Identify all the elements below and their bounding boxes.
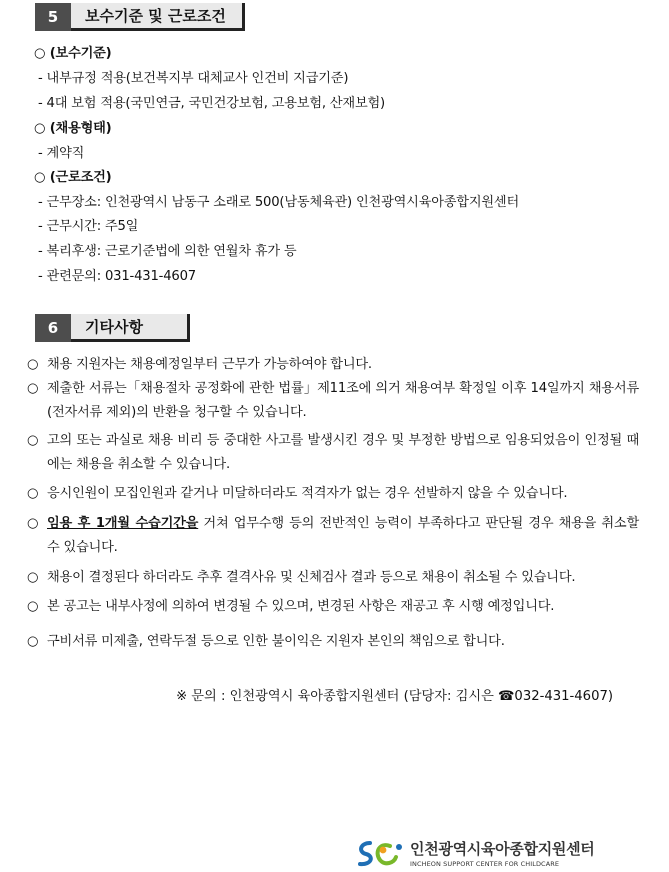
section-6-header bbox=[35, 314, 190, 342]
list-item: - 4대 보험 적용(국민연금, 국민건강보험, 고용보험, 산재보험) bbox=[38, 96, 385, 111]
group-heading: ○ (채용형태) bbox=[34, 121, 112, 136]
footer-logo bbox=[356, 838, 594, 868]
item-text-rest: 거쳐 업무수행 등의 전반적인 능력이 부족하다고 판단될 경우 채용을 취소할 수 있습니다. bbox=[47, 516, 640, 555]
section-title: 보수기준 및 근로조건 bbox=[71, 3, 245, 31]
logo-korean-name: 인천광역시육아종합지원센터 bbox=[410, 840, 595, 858]
item-text: 고의 또는 과실로 채용 비리 등 중대한 사고를 발생시킨 경우 및 부정한 방법으로 임용되었음이 인정될 때에는 채용을 취소할 수 있습니다. bbox=[47, 433, 639, 472]
group-heading: ○ (근로조건) bbox=[34, 170, 112, 185]
bullet: ○ bbox=[27, 486, 39, 501]
list-item bbox=[27, 377, 639, 425]
item-text: 제출한 서류는「채용절차 공정화에 관한 법률」제11조에 의거 채용여부 확정일 이후 14일까지 채용서류(전자서류 제외)의 반환을 청구할 수 있습니다. bbox=[47, 381, 639, 420]
contact-note: ※ 문의 : 인천광역시 육아종합지원센터 (담당자: 김시은 ☎032-431-4607) bbox=[176, 689, 613, 704]
item-text: 채용이 결정된다 하더라도 추후 결격사유 및 신체검사 결과 등으로 채용이 취소될 수 있습니다. bbox=[47, 570, 576, 585]
list-item bbox=[27, 482, 639, 506]
bullet: ○ bbox=[27, 433, 39, 448]
logo-english-name: INCHEON SUPPORT CENTER FOR CHILDCARE bbox=[410, 860, 560, 868]
group-heading: ○ (보수기준) bbox=[34, 46, 112, 61]
section-title: 기타사항 bbox=[71, 314, 190, 342]
item-text: 채용 지원자는 채용예정일부터 근무가 가능하여야 합니다. bbox=[47, 357, 372, 372]
list-item: - 근무장소: 인천광역시 남동구 소래로 500(남동체육관) 인천광역시육아종합지원센터 bbox=[38, 195, 520, 210]
center-logo-icon bbox=[356, 838, 406, 868]
emphasis-text: 임용 후 1개월 수습기간을 bbox=[47, 516, 199, 531]
list-item bbox=[27, 512, 639, 560]
item-text: 구비서류 미제출, 연락두절 등으로 인한 불이익은 지원자 본인의 책임으로 합니다. bbox=[47, 634, 505, 649]
bullet: ○ bbox=[27, 599, 39, 614]
item-text: 응시인원이 모집인원과 같거나 미달하더라도 적격자가 없는 경우 선발하지 않을 수 있습니다. bbox=[47, 486, 568, 501]
section-5-header bbox=[35, 3, 245, 31]
list-item bbox=[27, 566, 639, 590]
item-text: 본 공고는 내부사정에 의하여 변경될 수 있으며, 변경된 사항은 재공고 후 시행 예정입니다. bbox=[47, 599, 555, 614]
list-item: - 내부규정 적용(보건복지부 대체교사 인건비 지급기준) bbox=[38, 71, 349, 86]
list-item bbox=[27, 630, 639, 654]
list-item: - 복리후생: 근로기준법에 의한 연월차 휴가 등 bbox=[38, 244, 297, 259]
list-item bbox=[27, 595, 639, 619]
bullet: ○ bbox=[27, 516, 39, 531]
list-item: - 계약직 bbox=[38, 146, 85, 161]
item-text bbox=[47, 512, 639, 560]
bullet: ○ bbox=[27, 634, 39, 649]
bullet: ○ bbox=[27, 357, 39, 372]
bullet: ○ bbox=[27, 570, 39, 585]
list-item bbox=[27, 353, 639, 377]
list-item: - 근무시간: 주5일 bbox=[38, 219, 139, 234]
section-number: 6 bbox=[35, 314, 71, 342]
bullet: ○ bbox=[27, 381, 39, 396]
list-item: - 관련문의: 031-431-4607 bbox=[38, 269, 196, 284]
list-item bbox=[27, 429, 639, 477]
section-number: 5 bbox=[35, 3, 71, 31]
